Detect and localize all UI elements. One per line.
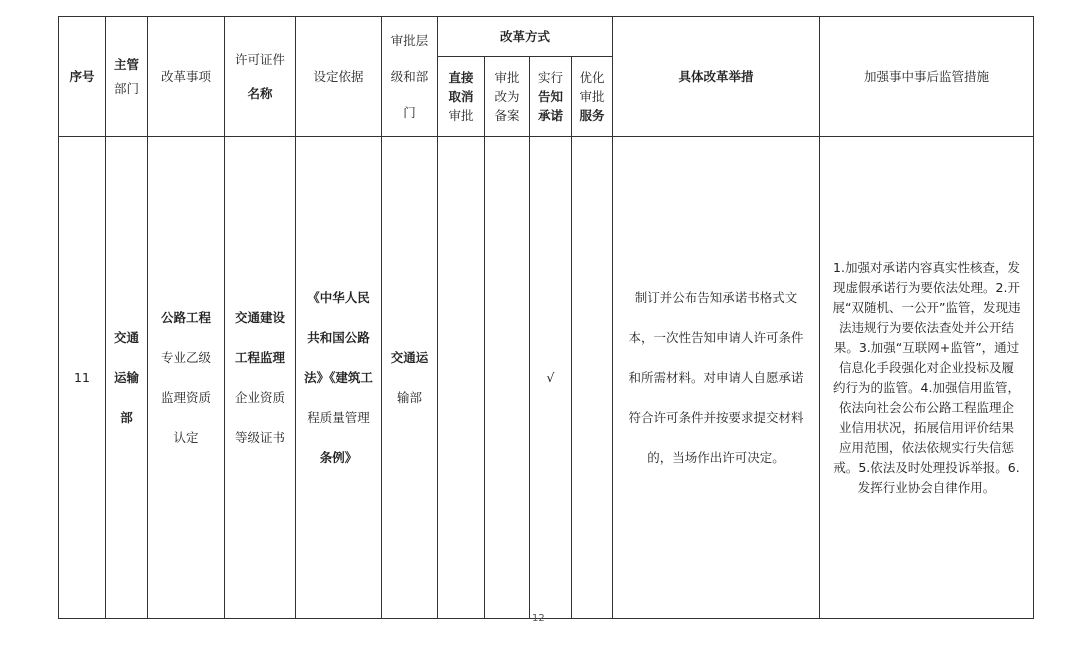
row-basis-line3: 法》《建筑工 [304, 369, 373, 385]
row-dept-line1: 交通 [113, 329, 139, 345]
header-seq [59, 17, 106, 137]
row-specific-line3: 和所需材料。对申请人自愿承诺 [628, 369, 804, 385]
row-dept [106, 137, 148, 619]
row-supervision-line2: 现虚假承诺行为要依法处理。2.开 [833, 279, 1020, 295]
row-level-line2: 输部 [396, 389, 422, 405]
header-specific [613, 17, 820, 137]
table-row [59, 137, 1034, 619]
row-seq-text: 11 [74, 369, 90, 385]
header-license-line2: 名称 [247, 85, 273, 101]
row-supervision-line7: 约行为的监管。4.加强信用监管， [833, 379, 1020, 395]
reform-table [58, 16, 1034, 619]
row-basis-line2: 共和国公路 [307, 329, 370, 345]
header-specific-text: 具体改革举措 [678, 68, 754, 84]
header-method-cancel-line1: 直接 [448, 69, 474, 85]
header-seq-text: 序号 [69, 68, 95, 84]
row-supervision-line5: 果。3.加强“互联网+监管”，通过 [833, 339, 1020, 355]
header-method-optimize-line3: 服务 [579, 107, 605, 123]
row-basis-line1: 《中华人民 [307, 289, 370, 305]
row-supervision-line3: 展“双随机、一公开”监管，发现违 [832, 299, 1021, 315]
header-method-record-line3: 备案 [494, 107, 520, 123]
row-license-line4: 等级证书 [234, 429, 285, 445]
row-matter-line1: 公路工程 [160, 309, 211, 325]
header-method-record [485, 57, 530, 137]
header-method-optimize [572, 57, 613, 137]
row-license-line3: 企业资质 [234, 389, 285, 405]
header-supervision [820, 17, 1034, 137]
row-supervision-line9: 业信用状况，拓展信用评价结果 [839, 419, 1015, 435]
row-method-commitment [530, 137, 572, 619]
header-level-line2: 级和部 [390, 68, 429, 84]
header-level-line1: 审批层 [390, 32, 429, 48]
header-basis-text: 设定依据 [313, 68, 364, 84]
row-supervision-line8: 依法向社会公布公路工程监理企 [839, 399, 1015, 415]
header-supervision-text: 加强事中事后监管措施 [864, 68, 990, 84]
row-matter [148, 137, 225, 619]
header-method-cancel-line2: 取消 [448, 88, 474, 104]
header-level-line3: 门 [403, 104, 416, 120]
header-dept [106, 17, 148, 137]
row-dept-line3: 部 [120, 409, 133, 425]
row-supervision-line10: 应用范围，依法依规实行失信惩 [839, 439, 1015, 455]
row-specific-line1: 制订并公布告知承诺书格式文 [634, 289, 798, 305]
header-method-cancel [438, 57, 485, 137]
header-method-record-line1: 审批 [494, 69, 520, 85]
row-license-line2: 工程监理 [234, 349, 285, 365]
row-specific [613, 137, 820, 619]
row-supervision-line4: 法违规行为要依法查处并公开结 [839, 319, 1015, 335]
row-license-line1: 交通建设 [234, 309, 285, 325]
header-level [382, 17, 438, 137]
header-license-line1: 许可证件 [234, 51, 285, 67]
row-supervision-line11: 戒。5.依法及时处理投诉举报。6. [833, 459, 1020, 475]
row-method-cancel [438, 137, 485, 619]
row-matter-line2: 专业乙级 [160, 349, 211, 365]
header-method-cancel-line3: 审批 [448, 107, 474, 123]
row-license [225, 137, 296, 619]
row-specific-line4: 符合许可条件并按要求提交材料 [628, 409, 804, 425]
header-method-record-line2: 改为 [494, 88, 520, 104]
header-dept-line1: 主管 [113, 56, 139, 72]
header-reform-method-text: 改革方式 [500, 28, 551, 44]
header-matter-text: 改革事项 [160, 68, 211, 84]
row-basis [296, 137, 382, 619]
row-level [382, 137, 438, 619]
row-specific-line5: 的，当场作出许可决定。 [647, 449, 785, 465]
header-method-optimize-line1: 优化 [579, 69, 605, 85]
row-supervision-line12: 发挥行业协会自律作用。 [857, 479, 996, 495]
row-seq [59, 137, 106, 619]
row-basis-line4: 程质量管理 [307, 409, 370, 425]
header-method-commitment-line1: 实行 [537, 69, 563, 85]
checkmark-icon: √ [546, 369, 555, 385]
header-license [225, 17, 296, 137]
row-specific-line2: 本，一次性告知申请人许可条件 [628, 329, 804, 345]
page-number: 12 [532, 613, 545, 624]
row-level-line1: 交通运 [390, 349, 429, 365]
row-method-optimize [572, 137, 613, 619]
header-method-commitment-line2: 告知 [537, 88, 563, 104]
row-supervision [820, 137, 1034, 619]
row-matter-line3: 监理资质 [160, 389, 211, 405]
header-basis [296, 17, 382, 137]
row-matter-line4: 认定 [173, 429, 199, 445]
row-method-record [485, 137, 530, 619]
header-matter [148, 17, 225, 137]
header-method-commitment-line3: 承诺 [537, 107, 563, 123]
row-supervision-line6: 信息化手段强化对企业投标及履 [839, 359, 1015, 375]
row-basis-line5: 条例》 [319, 449, 358, 465]
header-method-optimize-line2: 审批 [579, 88, 605, 104]
header-reform-method [438, 17, 613, 57]
header-method-commitment [530, 57, 572, 137]
row-dept-line2: 运输 [113, 369, 139, 385]
row-supervision-line1: 1.加强对承诺内容真实性核查，发 [833, 259, 1020, 275]
header-dept-line2: 部门 [113, 80, 139, 96]
